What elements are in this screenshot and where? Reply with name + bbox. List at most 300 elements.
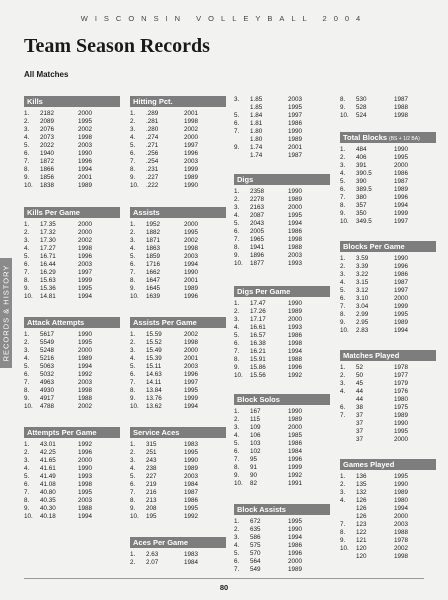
record-row — [130, 497, 226, 505]
record-rank: 7. — [24, 379, 30, 386]
record-row — [234, 534, 330, 542]
section-heading — [24, 96, 120, 107]
section-heading — [130, 317, 226, 328]
section-digs-per-game — [234, 286, 330, 380]
record-row — [24, 158, 120, 166]
record-value: 349.5 — [356, 218, 372, 225]
record-rank: 2. — [234, 526, 240, 533]
record-rank: 4. — [24, 134, 30, 141]
record-year: 1992 — [78, 371, 93, 378]
record-year: 1989 — [394, 186, 409, 193]
record-value: 570 — [250, 550, 261, 557]
record-year: 2003 — [184, 363, 199, 370]
record-rank: 2. — [234, 416, 240, 423]
record-year: 2003 — [394, 521, 409, 528]
record-value: 16.61 — [250, 324, 266, 331]
record-row — [340, 170, 436, 178]
record-row — [130, 261, 226, 269]
record-value: 3.12 — [356, 287, 369, 294]
record-value: 40.18 — [40, 513, 56, 520]
record-rank: 8. — [234, 464, 240, 471]
record-rank: 6. — [234, 340, 240, 347]
record-row — [340, 388, 436, 396]
record-row — [234, 212, 330, 220]
section-title: Digs Per Game — [237, 287, 291, 296]
record-row — [234, 348, 330, 356]
record-row — [340, 473, 436, 481]
record-rank: 7. — [130, 269, 136, 276]
record-row — [24, 403, 120, 411]
record-year: 1996 — [394, 263, 409, 270]
record-row — [234, 432, 330, 440]
record-rank: 4. — [24, 245, 30, 252]
record-row — [340, 553, 436, 561]
record-value: 121 — [356, 537, 367, 544]
record-value: 2.07 — [146, 559, 159, 566]
record-year: 2003 — [78, 261, 93, 268]
record-value: 2043 — [250, 220, 265, 227]
record-value: 1645 — [146, 285, 161, 292]
record-row — [24, 126, 120, 134]
record-value: 82 — [250, 480, 258, 487]
record-row — [130, 449, 226, 457]
record-row — [234, 440, 330, 448]
record-row — [130, 293, 226, 301]
record-year: 1995 — [78, 339, 93, 346]
record-year: 1987 — [394, 279, 409, 286]
record-row — [234, 364, 330, 372]
record-row — [234, 300, 330, 308]
record-row — [24, 371, 120, 379]
record-year: 1996 — [288, 550, 303, 557]
record-year: 1998 — [78, 245, 93, 252]
record-value: 14.11 — [146, 379, 162, 386]
record-row — [24, 142, 120, 150]
section-title: Attack Attempts — [27, 318, 85, 327]
record-value: 126 — [356, 513, 367, 520]
record-row — [24, 481, 120, 489]
record-rank: 7. — [24, 158, 30, 165]
record-year: 1992 — [288, 472, 303, 479]
record-rank — [340, 428, 356, 436]
record-year: 1984 — [184, 559, 199, 566]
record-year: 2001 — [184, 355, 199, 362]
record-year: 2000 — [288, 558, 303, 565]
record-year: 1989 — [288, 566, 303, 573]
record-rank: 7. — [340, 412, 346, 419]
record-year: 1988 — [288, 356, 303, 363]
section-attempts-per-game — [24, 427, 120, 521]
record-year: 1994 — [288, 534, 303, 541]
record-year: 1995 — [288, 518, 303, 525]
page-subtitle: All Matches — [24, 70, 69, 79]
record-value: 15.39 — [146, 355, 162, 362]
record-row — [130, 489, 226, 497]
record-row — [234, 416, 330, 424]
record-value: 95 — [250, 456, 258, 463]
record-row — [340, 513, 436, 521]
record-value: 1.85 — [250, 96, 263, 103]
record-year: 1995 — [288, 104, 303, 111]
record-row — [130, 110, 226, 118]
record-value: 216 — [146, 489, 157, 496]
record-rank: 6. — [24, 371, 30, 378]
record-value: 3.39 — [356, 263, 369, 270]
section-assists-per-game — [130, 317, 226, 411]
record-year: 1995 — [184, 229, 199, 236]
record-rank: 6. — [340, 186, 346, 193]
record-value: 564 — [250, 558, 261, 565]
record-year: 1989 — [184, 174, 199, 181]
record-rank: 9. — [234, 472, 240, 479]
record-value: 238 — [146, 465, 157, 472]
record-year: 1976 — [394, 388, 409, 395]
record-rank: 1. — [340, 255, 346, 262]
record-row — [24, 261, 120, 269]
record-rank: 9. — [24, 505, 30, 512]
record-rank: 2. — [340, 372, 346, 379]
record-year: 1979 — [394, 380, 409, 387]
record-rank: 9. — [130, 174, 136, 181]
record-value: .256 — [146, 150, 159, 157]
record-row — [234, 566, 330, 574]
section-heading — [234, 394, 330, 405]
record-year: 2000 — [184, 347, 199, 354]
record-row — [340, 319, 436, 327]
record-year: 1998 — [394, 553, 409, 560]
section-heading — [340, 241, 436, 252]
record-row — [24, 166, 120, 174]
record-row — [340, 218, 436, 226]
record-year: 1986 — [288, 228, 303, 235]
section-title: Matches Played — [343, 351, 400, 360]
record-year: 2002 — [184, 237, 199, 244]
record-rank: 4. — [234, 542, 240, 549]
record-row — [24, 253, 120, 261]
record-year: 1990 — [288, 526, 303, 533]
record-year: 1994 — [184, 261, 199, 268]
record-value: 15.56 — [250, 372, 266, 379]
record-rank — [340, 505, 356, 513]
record-year: 1996 — [184, 293, 199, 300]
record-value: 1716 — [146, 261, 161, 268]
record-rank: 10. — [130, 293, 139, 300]
record-row — [24, 110, 120, 118]
record-year: 2003 — [78, 142, 93, 149]
record-value: 120 — [356, 545, 367, 552]
record-rank: 4. — [130, 465, 136, 472]
record-value: 16.57 — [250, 332, 266, 339]
record-value: 1941 — [250, 244, 265, 251]
section-title: Digs — [237, 175, 254, 184]
record-value: 40.30 — [40, 505, 56, 512]
record-value: 2022 — [40, 142, 55, 149]
record-year: 2000 — [394, 513, 409, 520]
record-value: 15.11 — [146, 363, 162, 370]
record-rank: 3. — [340, 162, 346, 169]
record-value: 5549 — [40, 339, 55, 346]
section-title: Blocks Per Game — [343, 242, 405, 251]
section-aces-per-game-cont — [234, 96, 330, 160]
record-year: 1989 — [288, 308, 303, 315]
record-rank: 9. — [340, 104, 346, 111]
record-rank: 6. — [234, 448, 240, 455]
record-year: 1990 — [288, 300, 303, 307]
record-year: 1997 — [184, 142, 199, 149]
record-value: 40.35 — [40, 497, 56, 504]
record-year: 1990 — [394, 420, 409, 427]
record-row — [340, 404, 436, 412]
record-value: 90 — [250, 472, 258, 479]
section-title: Kills — [27, 97, 43, 106]
record-year: 2000 — [288, 316, 303, 323]
record-year: 1998 — [288, 236, 303, 243]
record-value: 213 — [146, 497, 157, 504]
record-value: 635 — [250, 526, 261, 533]
section-heading — [130, 537, 226, 548]
record-row — [130, 285, 226, 293]
record-row — [24, 355, 120, 363]
record-value: 14.81 — [40, 293, 56, 300]
record-row — [340, 412, 436, 420]
record-rank: 2. — [24, 449, 30, 456]
record-rank: 1. — [24, 221, 30, 228]
record-row — [234, 372, 330, 380]
record-value: 3.15 — [356, 279, 369, 286]
record-year: 1986 — [184, 497, 199, 504]
record-rank: 10. — [340, 545, 349, 552]
record-row — [234, 104, 330, 112]
record-year: 2000 — [184, 134, 199, 141]
record-rank: 8. — [234, 244, 240, 251]
record-value: 15.86 — [250, 364, 266, 371]
record-rank — [234, 136, 250, 144]
record-value: 5216 — [40, 355, 55, 362]
record-row — [340, 311, 436, 319]
record-value: 3.10 — [356, 295, 369, 302]
record-rank: 5. — [234, 550, 240, 557]
record-rank: 5. — [234, 332, 240, 339]
record-row — [24, 339, 120, 347]
record-rank: 8. — [130, 387, 136, 394]
record-year: 1996 — [394, 194, 409, 201]
record-row — [340, 396, 436, 404]
record-rank: 7. — [130, 379, 136, 386]
record-value: 17.17 — [250, 316, 266, 323]
record-value: 41.49 — [40, 473, 56, 480]
record-rank: 7. — [340, 303, 346, 310]
record-rank — [340, 436, 356, 444]
record-value: 5617 — [40, 331, 55, 338]
record-value: 126 — [356, 505, 367, 512]
record-rank: 5. — [130, 142, 136, 149]
record-year: 1989 — [78, 355, 93, 362]
record-row — [340, 279, 436, 287]
record-year: 1980 — [394, 497, 409, 504]
record-year: 1989 — [288, 416, 303, 423]
record-row — [340, 178, 436, 186]
record-value: 195 — [146, 513, 157, 520]
record-year: 1990 — [288, 408, 303, 415]
record-rank: 10. — [340, 327, 349, 334]
record-year: 1996 — [184, 150, 199, 157]
record-year: 1975 — [394, 404, 409, 411]
record-year: 1998 — [288, 340, 303, 347]
record-rank — [340, 513, 356, 521]
record-value: 243 — [146, 457, 157, 464]
record-value: 672 — [250, 518, 261, 525]
record-year: 1987 — [184, 489, 199, 496]
section-games-played — [340, 459, 436, 561]
record-rank: 2. — [234, 196, 240, 203]
record-value: 208 — [146, 505, 157, 512]
record-rank: 2. — [234, 308, 240, 315]
record-value: 5032 — [40, 371, 55, 378]
record-rank: 9. — [24, 395, 30, 402]
record-value: 123 — [356, 521, 367, 528]
record-value: 390 — [356, 178, 367, 185]
record-rank: 3. — [234, 534, 240, 541]
section-blocks-per-game — [340, 241, 436, 335]
record-row — [130, 457, 226, 465]
record-value: 2.99 — [356, 311, 369, 318]
record-rank: 7. — [24, 269, 30, 276]
section-heading — [234, 504, 330, 515]
record-row — [24, 441, 120, 449]
record-value: 2076 — [40, 126, 55, 133]
record-rank: 5. — [234, 220, 240, 227]
record-rank: 3. — [130, 237, 136, 244]
record-year: 1998 — [78, 387, 93, 394]
record-value: 37 — [356, 420, 364, 427]
record-row — [340, 364, 436, 372]
record-row — [130, 363, 226, 371]
record-rank — [340, 553, 356, 561]
record-value: .227 — [146, 174, 159, 181]
record-row — [24, 449, 120, 457]
record-rank: 1. — [234, 518, 240, 525]
record-rank: 6. — [24, 481, 30, 488]
record-row — [340, 428, 436, 436]
record-row — [340, 420, 436, 428]
record-value: 3.59 — [356, 255, 369, 262]
record-row — [130, 142, 226, 150]
record-value: 17.35 — [40, 221, 56, 228]
record-year: 1984 — [184, 481, 199, 488]
record-row — [234, 456, 330, 464]
record-row — [340, 255, 436, 263]
record-row — [130, 505, 226, 513]
section-heading — [130, 96, 226, 107]
record-rank: 2. — [24, 118, 30, 125]
record-row — [234, 120, 330, 128]
record-row — [340, 202, 436, 210]
record-row — [234, 424, 330, 432]
record-row — [130, 371, 226, 379]
record-rank: 3. — [340, 380, 346, 387]
record-rank: 2. — [340, 263, 346, 270]
record-value: 1940 — [40, 150, 55, 157]
record-rank: 1. — [340, 146, 346, 153]
record-value: 37 — [356, 436, 364, 443]
record-rank: 8. — [24, 277, 30, 284]
record-rank: 3. — [24, 457, 30, 464]
record-rank: 6. — [234, 120, 240, 127]
record-rank: 2. — [340, 154, 346, 161]
record-value: 16.21 — [250, 348, 266, 355]
record-rank: 7. — [234, 456, 240, 463]
section-heading — [24, 427, 120, 438]
record-year: 1999 — [184, 395, 199, 402]
record-row — [24, 331, 120, 339]
record-row — [234, 550, 330, 558]
record-row — [130, 465, 226, 473]
record-year: 1998 — [394, 112, 409, 119]
record-rank: 10. — [340, 218, 349, 225]
record-value: .231 — [146, 166, 159, 173]
record-rank: 6. — [130, 150, 136, 157]
record-rank: 5. — [340, 287, 346, 294]
record-year: 1998 — [184, 245, 199, 252]
running-header: WISCONSIN VOLLEYBALL 2004 — [80, 14, 368, 23]
record-value: 41.65 — [40, 457, 56, 464]
record-rank: 3. — [130, 126, 136, 133]
record-rank: 3. — [130, 457, 136, 464]
section-title: Hitting Pct. — [133, 97, 173, 106]
record-year: 2000 — [394, 436, 409, 443]
record-year: 2002 — [184, 126, 199, 133]
record-year: 1992 — [288, 372, 303, 379]
record-year: 1996 — [78, 253, 93, 260]
record-year: 1987 — [288, 152, 303, 159]
record-year: 1990 — [394, 481, 409, 488]
record-row — [24, 513, 120, 521]
record-year: 1997 — [394, 287, 409, 294]
record-rank: 10. — [340, 112, 349, 119]
record-row — [130, 134, 226, 142]
record-row — [130, 118, 226, 126]
record-rank: 3. — [24, 126, 30, 133]
record-year: 1999 — [288, 464, 303, 471]
record-row — [130, 166, 226, 174]
record-row — [24, 174, 120, 182]
record-rank: 2. — [24, 339, 30, 346]
record-year: 1988 — [288, 244, 303, 251]
record-value: 41.08 — [40, 481, 56, 488]
record-row — [24, 505, 120, 513]
record-value: 2089 — [40, 118, 55, 125]
record-year: 2000 — [78, 347, 93, 354]
record-row — [24, 395, 120, 403]
record-value: 135 — [356, 481, 367, 488]
record-row — [130, 269, 226, 277]
section-heading — [340, 459, 436, 470]
record-value: 16.38 — [250, 340, 266, 347]
record-value: 44 — [356, 396, 364, 403]
record-rank: 1. — [130, 331, 136, 338]
record-row — [340, 263, 436, 271]
record-rank: 9. — [340, 210, 346, 217]
record-year: 1995 — [394, 473, 409, 480]
record-rank: 1. — [130, 441, 136, 448]
record-value: 44 — [356, 388, 364, 395]
record-row — [234, 480, 330, 488]
record-year: 1997 — [394, 218, 409, 225]
record-value: 106 — [250, 432, 261, 439]
record-value: 1.74 — [250, 152, 263, 159]
record-row — [234, 316, 330, 324]
record-value: .280 — [146, 126, 159, 133]
